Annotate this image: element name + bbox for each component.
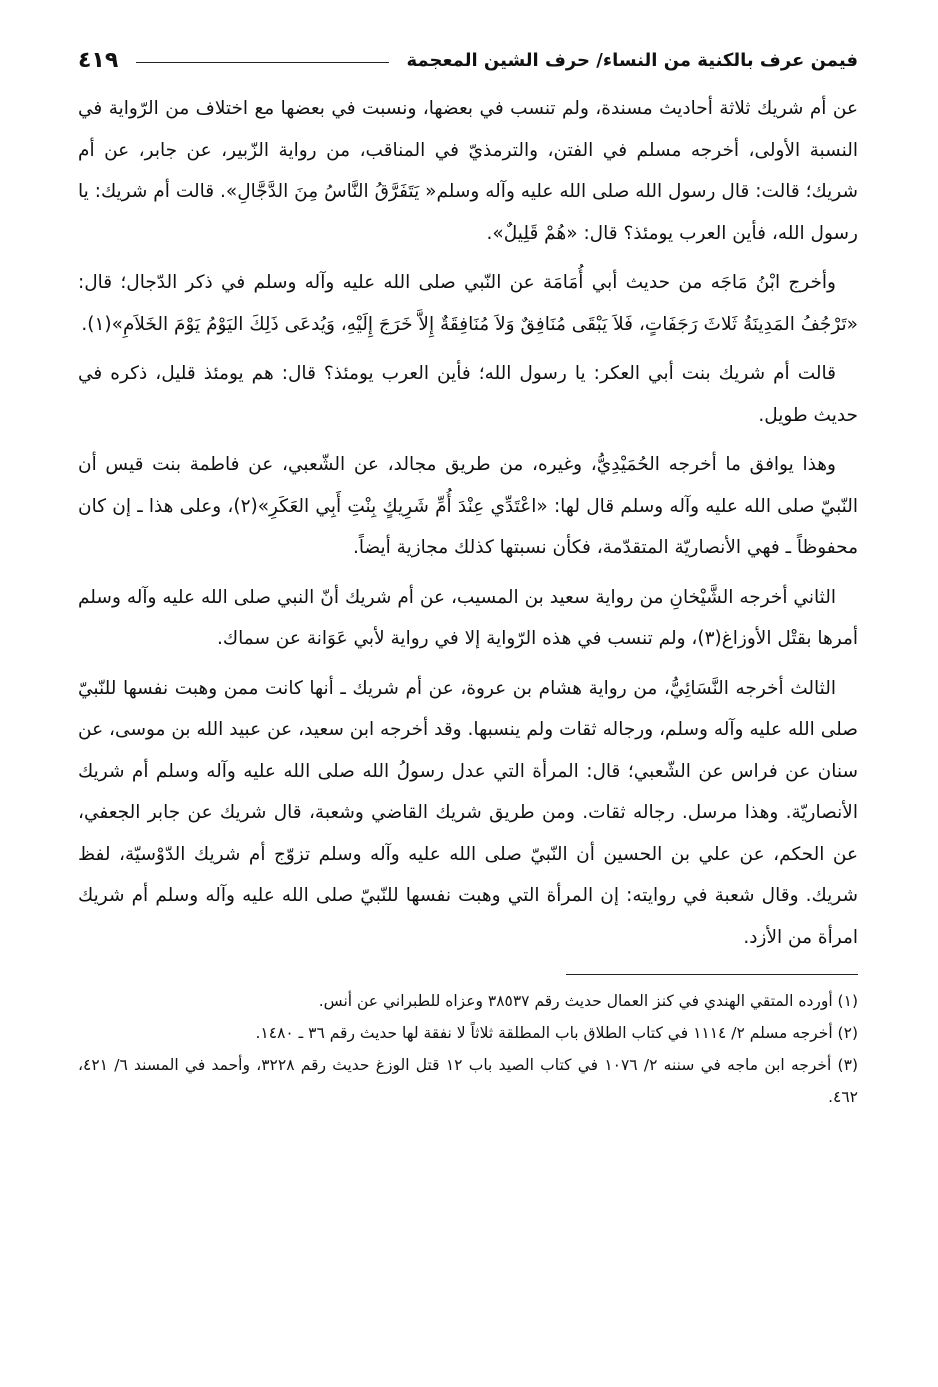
footnote-3: (٣) أخرجه ابن ماجه في سننه ٢/ ١٠٧٦ في كتاب الصيد باب ١٢ قتل الوزغ حديث رقم ٣٢٢٨، وأحمد في المسند ٦/ ٤٢١، ٤٦٢. (78, 1056, 858, 1106)
paragraph-5: الثاني أخرجه الشَّيْخانِ من رواية سعيد بن المسيب، عن أم شريك أنّ النبي صلى الله عليه وآله وسلم أمرها بقتْل الأوزاغ(٣)، ولم تنسب في هذه الرّواية إلا في رواية لأبي عَوَانة عن سماك. (78, 586, 858, 649)
page-header (78, 38, 858, 82)
footnote-2: (٢) أخرجه مسلم ٢/ ١١١٤ في كتاب الطلاق باب المطلقة ثلاثاً لا نفقة لها حديث رقم ٣٦ ـ ١٤٨٠. (255, 1024, 858, 1042)
footnote-rule (566, 974, 858, 975)
header-rule (136, 62, 388, 63)
footnotes (78, 985, 858, 1113)
paragraph-1: عن أم شريك ثلاثة أحاديث مسندة، ولم تنسب في بعضها، ونسبت في بعضها مع اختلاف من الرّواية في النسبة الأولى، أخرجه مسلم في الفتن، والترمذيّ في المناقب، من رواية الزّبير، عن جابر، عن أم شريك؛ قالت: قال رسول الله صلى الله عليه وآله وسلم« يَتَفَرَّقُ النَّاسُ مِنَ الدَّجَّالِ». قالت أم شريك: يا رسول الله، فأين العرب يومئذ؟ قال: «هُمْ قَلِيلٌ». (78, 98, 858, 244)
footnote-1: (١) أورده المتقي الهندي في كنز العمال حديث رقم ٣٨٥٣٧ وعزاه للطبراني عن أنس. (318, 992, 858, 1010)
book-page (78, 38, 858, 1368)
paragraph-2: وأخرج ابْنُ مَاجَه من حديث أبي أُمَامَة عن النّبي صلى الله عليه وآله وسلم في ذكر الدّجال؛ قال: «تَرْجُفُ المَدِينَةُ ثَلاثَ رَجَفَاتٍ، فَلاَ يَبْقَى مُنَافِقٌ وَلاَ مُنَافِقَةٌ إِلاَّ خَرَجَ إِلَيْهِ، وَيُدعَى ذَلِكَ اليَوْمُ يَوْمَ الخَلاَمِ»(١). (78, 272, 858, 335)
body-text (78, 88, 858, 958)
running-head: فيمن عرف بالكنية من النساء/ حرف الشين المعجمة (406, 49, 858, 71)
page-number: ٤١٩ (78, 47, 119, 73)
paragraph-6: الثالث أخرجه النَّسَائِيُّ، من رواية هشام بن عروة، عن أم شريك ـ أنها كانت ممن وهبت نفسها للنّبيّ صلى الله عليه وآله وسلم، ورجاله ثقات ولم ينسبها. وقد أخرجه ابن سعيد، عن عبيد الله بن موسى، عن سنان عن فراس عن الشّعبي؛ قال: المرأة التي عدل رسولُ الله صلى الله عليه وآله وسلم أم شريك الأنصاريّة. وهذا مرسل. رجاله ثقات. ومن طريق شريك القاضي وشعبة، قال شريك عن جابر الجعفي، عن الحكم، عن علي بن الحسين أن النّبيّ صلى الله عليه وآله وسلم تزوّج أم شريك الدّوْسيّة، لفظ شريك. وقال شعبة في روايته: إن المرأة التي وهبت نفسها للنّبيّ صلى الله عليه وآله وسلم أم شريك امرأة من الأزد. (78, 677, 858, 948)
paragraph-4: وهذا يوافق ما أخرجه الحُمَيْدِيُّ، وغيره، من طريق مجالد، عن الشّعبي، عن فاطمة بنت قيس أن النّبيّ صلى الله عليه وآله وسلم قال لها: «اعْتَدِّي عِنْدَ أُمِّ شَرِيكٍ بِنْتِ أَبِي العَكَرِ»(٢)، وعلى هذا ـ إن كان محفوظاً ـ فهي الأنصاريّة المتقدّمة، فكأن نسبتها كذلك مجازية أيضاً. (78, 454, 859, 558)
paragraph-3: قالت أم شريك بنت أبي العكر: يا رسول الله؛ فأين العرب يومئذ؟ قال: هم يومئذ قليل، ذكره في حديث طويل. (78, 363, 858, 426)
